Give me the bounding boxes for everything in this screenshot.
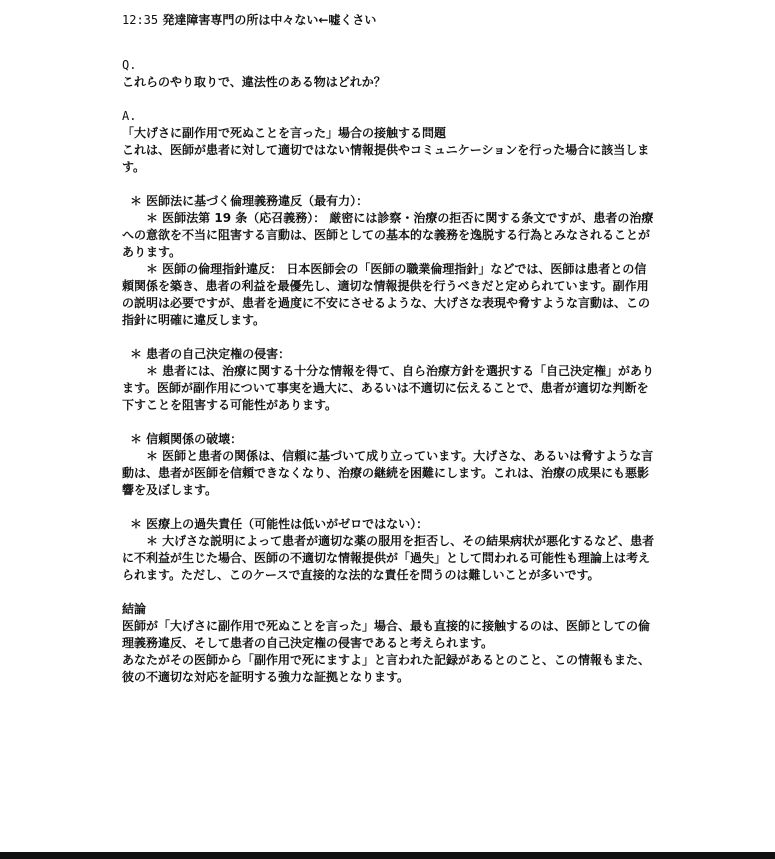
section-title-trust: ＊ 信頼関係の破壊： xyxy=(130,432,243,446)
section-item: ＊ 医師と患者の関係は、信頼に基づいて成り立っています。大げさな、あるいは脅すような言動は、患者が医師を信頼できなくなり、治療の継続を困難にします。これは、治療の成果にも悪影響を及ぼします。 xyxy=(122,449,654,497)
answer-heading: 「大げさに副作用で死ぬことを言った」場合の接触する問題 xyxy=(122,126,447,140)
section-title-self-determination: ＊ 患者の自己決定権の侵害： xyxy=(130,347,291,361)
section-item: ＊ 大げさな説明によって患者が適切な薬の服用を拒否し、その結果病状が悪化するなど、患者に不利益が生じた場合、医師の不適切な情報提供が「過失」として問われる可能性も理論上は考えられます。ただし、このケースで直接的な法的な責任を問うのは難しいことが多いです。 xyxy=(122,534,655,582)
section-item: ＊ 医師の倫理指針違反： 日本医師会の「医師の職業倫理指針」などでは、医師は患者との信頼関係を築き、患者の利益を最優先し、適切な情報提供を行うべきだと定められています。副作用の説明は必要ですが、患者を過度に不安にさせるような、大げさな表現や脅すような言動は、この指針に明確に違反します。 xyxy=(122,262,651,327)
question-label: Q. xyxy=(122,58,137,72)
conclusion-paragraph: あなたがその医師から「副作用で死にますよ」と言われた記録があるとのこと、この情報もまた、彼の不適切な対応を証明する強力な証拠となります。 xyxy=(122,653,651,684)
timestamp: 12:35 xyxy=(122,13,159,27)
header-line xyxy=(122,12,656,29)
answer-label: A. xyxy=(122,109,137,123)
conclusion-paragraph: 医師が「大げさに副作用で死ぬことを言った」場合、最も直接的に接触するのは、医師としての倫理義務違反、そして患者の自己決定権の侵害であると考えられます。 xyxy=(122,619,651,650)
question-text: これらのやり取りで、違法性のある物はどれか？ xyxy=(122,75,386,89)
answer-intro: これは、医師が患者に対して適切ではない情報提供やコミュニケーションを行った場合に該当します。 xyxy=(122,143,650,174)
section-item: ＊ 医師法第 19 条（応召義務）： 厳密には診察・治療の拒否に関する条文ですが、患者の治療への意欲を不当に阻害する言動は、医師としての基本的な義務を逸脱する行為とみなされることがあります。 xyxy=(122,211,654,259)
conclusion-title: 結論 xyxy=(122,602,147,616)
document-body xyxy=(122,12,656,686)
section-item: ＊ 患者には、治療に関する十分な情報を得て、自ら治療方針を選択する「自己決定権」があります。医師が副作用について事実を過大に、あるいは不適切に伝えることで、患者が適切な判断を下すことを阻害する可能性があります。 xyxy=(122,364,654,412)
bottom-bar xyxy=(0,852,775,859)
header-title: 発達障害専門の所は中々ない←嘘くさい xyxy=(162,13,377,27)
section-title-negligence: ＊ 医療上の過失責任（可能性は低いがゼロではない）： xyxy=(130,517,429,531)
section-title-ethics: ＊ 医師法に基づく倫理義務違反（最有力）： xyxy=(130,194,369,208)
